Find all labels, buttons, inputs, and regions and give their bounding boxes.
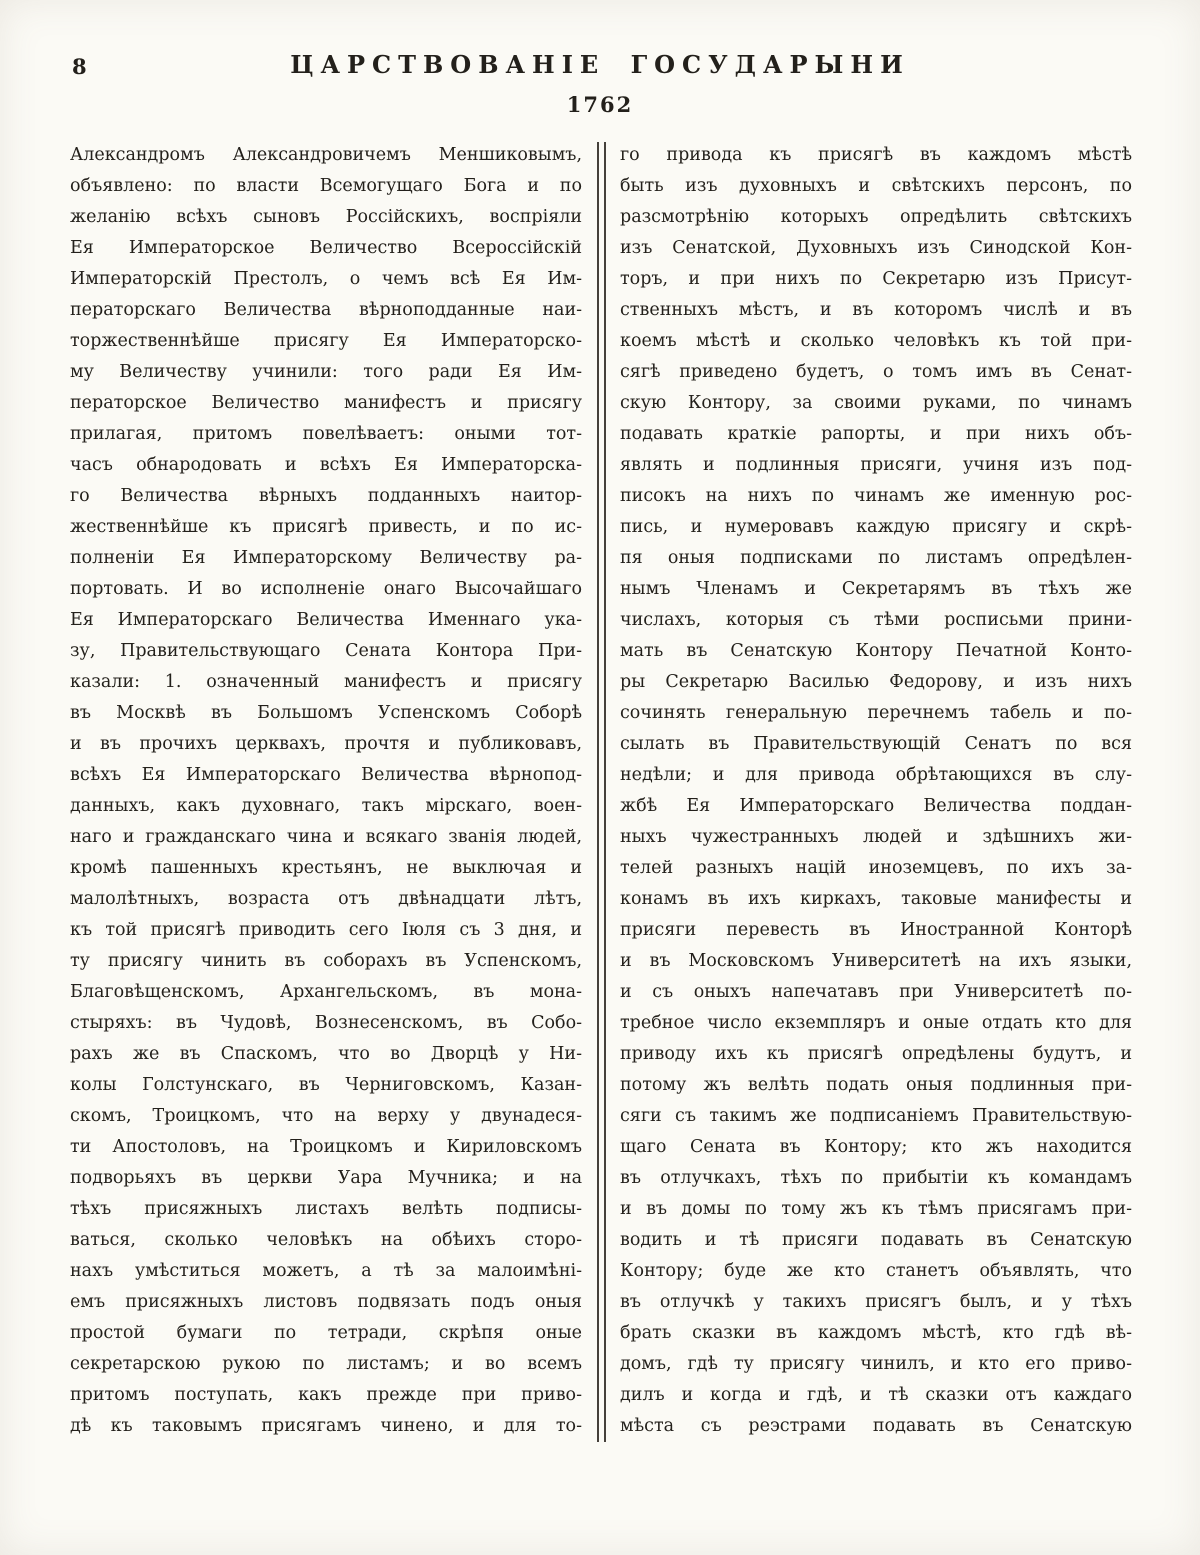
text-line: жбѣ Ея Императорскаго Величества поддан- — [620, 796, 1133, 816]
text-line: Императорскій Престолъ, о чемъ всѣ Ея Им- — [70, 269, 583, 289]
text-line: требное число екземпляръ и оные отдать кто для — [620, 1013, 1133, 1033]
running-head — [0, 48, 1200, 88]
right-column — [620, 140, 1132, 1442]
text-line: желанію всѣхъ сыновъ Россійскихъ, воспріяли — [70, 207, 583, 227]
text-line: подворьяхъ въ церкви Уара Мучника; и на — [70, 1168, 583, 1188]
text-line: присяги перевесть въ Иностранной Конторѣ — [620, 920, 1133, 940]
text-line: и въ прочихъ церквахъ, прочтя и публиковавъ, — [70, 734, 583, 754]
page-number: 8 — [72, 54, 88, 79]
text-line: сяги съ такимъ же подписаніемъ Правительствую- — [620, 1106, 1133, 1126]
text-line: торжественнѣйше присягу Ея Императорско- — [70, 331, 583, 351]
text-line: данныхъ, какъ духовнаго, такъ мірскаго, воен- — [70, 796, 583, 816]
text-line: изъ Сенатской, Духовныхъ изъ Синодской Кон- — [620, 238, 1133, 258]
text-line: кромѣ пашенныхъ крестьянъ, не выключая и — [70, 858, 583, 878]
text-line: объявлено: по власти Всемогущаго Бога и по — [70, 176, 583, 196]
text-line: разсмотрѣнію которыхъ опредѣлить свѣтскихъ — [620, 207, 1133, 227]
text-line: тѣхъ присяжныхъ листахъ велѣть подписы- — [70, 1199, 583, 1219]
text-line: Ея Императорскаго Величества Именнаго ука- — [70, 610, 583, 630]
text-line: Ея Императорское Величество Всероссійскій — [70, 238, 583, 258]
text-line: колы Голстунскаго, въ Черниговскомъ, Казан- — [70, 1075, 583, 1095]
column-divider-rule — [597, 142, 606, 1442]
text-line: му Величеству учинили: того ради Ея Им- — [70, 362, 583, 382]
text-line: рахъ же въ Спаскомъ, что во Дворцѣ у Ни- — [70, 1044, 583, 1064]
text-line: всѣхъ Ея Императорскаго Величества вѣрнопод- — [70, 765, 583, 785]
text-line: сочинять генеральную перечнемъ табель и по- — [620, 703, 1133, 723]
text-line: го привода къ присягѣ въ каждомъ мѣстѣ — [620, 145, 1133, 165]
text-line: нахъ умѣститься можетъ, а тѣ за малоимѣні- — [70, 1261, 583, 1281]
page-title: ЦАРСТВОВАНІЕ ГОСУДАРЫНИ — [290, 50, 910, 79]
text-line: и въ Московскомъ Университетѣ на ихъ языки, — [620, 951, 1133, 971]
text-line: притомъ поступать, какъ прежде при приво- — [70, 1385, 583, 1405]
text-line: мать въ Сенатскую Контору Печатной Конто- — [620, 641, 1133, 661]
text-line: скомъ, Троицкомъ, что на верху у двунадеся- — [70, 1106, 583, 1126]
text-line: ныхъ чужестранныхъ людей и здѣшнихъ жи- — [620, 827, 1133, 847]
text-line: наго и гражданскаго чина и всякаго званія людей, — [70, 827, 583, 847]
text-line: казали: 1. означенный манифестъ и присягу — [70, 672, 583, 692]
text-line: конамъ въ ихъ киркахъ, таковые манифесты и — [620, 889, 1133, 909]
text-line: стыряхъ: въ Чудовѣ, Вознесенскомъ, въ Собо- — [70, 1013, 583, 1033]
text-line: къ той присягѣ приводить сего Іюля съ 3 дня, и — [70, 920, 583, 940]
text-line: въ отлучкахъ, тѣхъ по прибытіи къ командамъ — [620, 1168, 1133, 1188]
text-line: домъ, гдѣ ту присягу чинилъ, и кто его приво- — [620, 1354, 1133, 1374]
text-line: ваться, сколько человѣкъ на обѣихъ сторо- — [70, 1230, 583, 1250]
text-line: въ Москвѣ въ Большомъ Успенскомъ Соборѣ — [70, 703, 583, 723]
text-line: ти Апостоловъ, на Троицкомъ и Кириловскомъ — [70, 1137, 583, 1157]
text-line: приводу ихъ къ присягѣ опредѣлены будутъ, и — [620, 1044, 1133, 1064]
text-line: торъ, и при нихъ по Секретарю изъ Присут- — [620, 269, 1133, 289]
text-line: щаго Сената въ Контору; кто жъ находится — [620, 1137, 1133, 1157]
year-heading: 1762 — [566, 92, 634, 117]
text-line: Александромъ Александровичемъ Меншиковымъ, — [70, 145, 583, 165]
text-line: коемъ мѣстѣ и сколько человѣкъ къ той при- — [620, 331, 1133, 351]
text-columns — [70, 140, 1132, 1442]
text-line: ператорское Величество манифестъ и присягу — [70, 393, 583, 413]
text-line: емъ присяжныхъ листовъ подвязать подъ оныя — [70, 1292, 583, 1312]
text-line: Контору; буде же кто станетъ объявлять, что — [620, 1261, 1133, 1281]
text-line: пя оныя подписками по листамъ опредѣлен- — [620, 548, 1133, 568]
text-line: быть изъ духовныхъ и свѣтскихъ персонъ, по — [620, 176, 1133, 196]
text-line: ту присягу чинить въ соборахъ въ Успенскомъ, — [70, 951, 583, 971]
text-line: ры Секретарю Василью Федорову, и изъ нихъ — [620, 672, 1133, 692]
text-line: дилъ и когда и гдѣ, и тѣ сказки отъ каждаго — [620, 1385, 1133, 1405]
text-line: жественнѣйше къ присягѣ привесть, и по ис- — [70, 517, 583, 537]
text-line: числахъ, которыя съ тѣми росписьми прини- — [620, 610, 1133, 630]
text-line: являть и подлинныя присяги, учиня изъ под- — [620, 455, 1133, 475]
text-line: го Величества вѣрныхъ подданныхъ наитор- — [70, 486, 583, 506]
text-line: прилагая, притомъ повелѣваетъ: оными тот- — [70, 424, 583, 444]
text-line: въ отлучкѣ у такихъ присягъ былъ, и у тѣхъ — [620, 1292, 1133, 1312]
left-column — [70, 140, 582, 1442]
text-line: скую Контору, за своими руками, по чинамъ — [620, 393, 1133, 413]
text-line: и съ оныхъ напечатавъ при Университетѣ по- — [620, 982, 1133, 1002]
text-line: малолѣтныхъ, возраста отъ двѣнадцати лѣтъ, — [70, 889, 583, 909]
text-line: водить и тѣ присяги подавать въ Сенатскую — [620, 1230, 1133, 1250]
text-line: портовать. И во исполненіе онаго Высочайшаго — [70, 579, 583, 599]
text-line: брать сказки въ каждомъ мѣстѣ, кто гдѣ вѣ- — [620, 1323, 1133, 1343]
text-line: телей разныхъ націй иноземцевъ, по ихъ за- — [620, 858, 1133, 878]
text-line: простой бумаги по тетради, скрѣпя оные — [70, 1323, 583, 1343]
text-line: мѣста съ реэстрами подавать въ Сенатскую — [620, 1416, 1133, 1436]
text-line: секретарскою рукою по листамъ; и во всемъ — [70, 1354, 583, 1374]
text-line: нымъ Членамъ и Секретарямъ въ тѣхъ же — [620, 579, 1133, 599]
text-line: ператорскаго Величества вѣрноподданные наи- — [70, 300, 583, 320]
text-line: подавать краткіе рапорты, и при нихъ объ- — [620, 424, 1133, 444]
text-line: сылать въ Правительствующій Сенатъ по вся — [620, 734, 1133, 754]
text-line: сягѣ приведено будетъ, о томъ имъ въ Сенат- — [620, 362, 1133, 382]
text-line: и въ домы по тому жъ къ тѣмъ присягамъ при- — [620, 1199, 1133, 1219]
text-line: недѣли; и для привода обрѣтающихся въ слу- — [620, 765, 1133, 785]
text-line: потому жъ велѣть подать оныя подлинныя при- — [620, 1075, 1133, 1095]
text-line: пись, и нумеровавъ каждую присягу и скрѣ- — [620, 517, 1133, 537]
text-line: дѣ къ таковымъ присягамъ чинено, и для то- — [70, 1416, 583, 1436]
text-line: писокъ на нихъ по чинамъ же именную рос- — [620, 486, 1133, 506]
text-line: ственныхъ мѣстъ, и въ которомъ числѣ и въ — [620, 300, 1133, 320]
text-line: полненіи Ея Императорскому Величеству ра- — [70, 548, 583, 568]
text-line: Благовѣщенскомъ, Архангельскомъ, въ мона- — [70, 982, 583, 1002]
text-line: зу, Правительствующаго Сената Контора При- — [70, 641, 583, 661]
text-line: часъ обнародовать и всѣхъ Ея Императорска- — [70, 455, 583, 475]
